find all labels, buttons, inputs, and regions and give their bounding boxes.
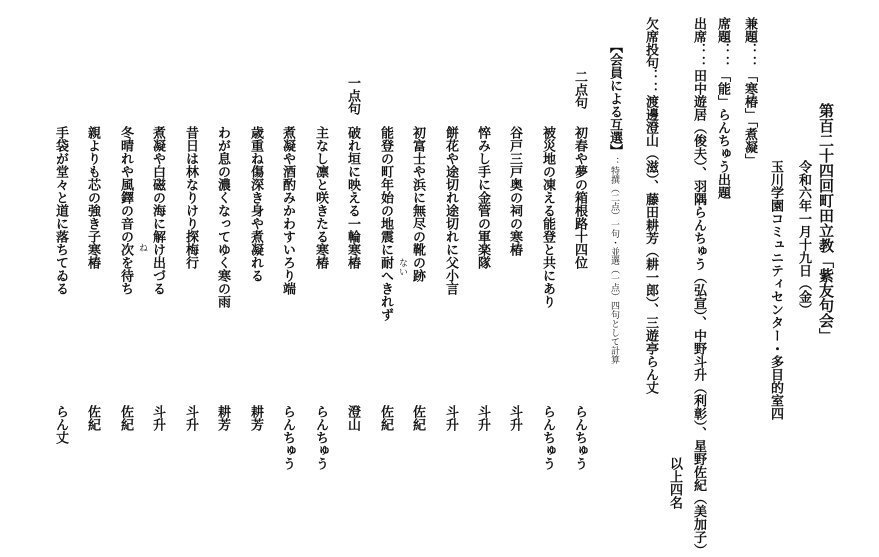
poem-author: 耕芳 — [215, 405, 230, 431]
poem-text: 親よりも芯の強き子寒椿 — [85, 126, 100, 269]
page-title: 第百二十四回町田立教「紫友句会」 — [817, 103, 835, 343]
attendance-line: 出席：：田中遊居（俊夫）、羽隅らんちゅう（弘宣）、中野斗升（利彰）、星野佐紀（美加子） — [691, 17, 706, 557]
poem-text: 能登の町年始の地震に耐へきれず — [378, 126, 393, 321]
poem-author: 斗升 — [475, 405, 490, 431]
poem-text: 被災地の凍える能登と共にあり — [540, 126, 555, 308]
poem-author: 耕芳 — [248, 405, 263, 431]
poem-text: 手袋が堂々と道に落ちてゐる — [53, 126, 68, 295]
poem-text: 煮凝や酒酌みかわすいろり端 — [280, 126, 295, 295]
poem-author: らんちゅう — [313, 405, 328, 470]
poem-author: 佐紀 — [378, 405, 393, 431]
poem-text: わが息の濃くなってゆく寒の雨 — [215, 126, 230, 308]
poem-text: 主なし凛と咲きたる寒椿 — [313, 126, 328, 269]
poem-author: 斗升 — [150, 405, 165, 431]
selection-heading — [608, 40, 621, 364]
attendance-count: 以上四名 — [667, 457, 682, 509]
meeting-venue: 玉川学園コミュニティセンター・多目的室四 — [768, 160, 783, 420]
poem-text: 昔日は林なりけり探梅行 — [183, 126, 198, 269]
poem-author: 佐紀 — [85, 405, 100, 431]
absent-line: 欠席投句：：渡邊澄山（滋）、藤田耕芳（耕一郎）、三遊亭らん丈 — [643, 17, 658, 394]
poem-author: 斗升 — [507, 405, 522, 431]
poem-author: らんちゅう — [540, 405, 555, 470]
poem-text: 冬晴れや風鐸の音の次を待ち — [118, 126, 133, 295]
poem-text: 破れ垣に映える一輪寒椿 — [345, 126, 360, 269]
ruby-annotation: ない — [397, 258, 407, 276]
poem-author: らんちゅう — [280, 405, 295, 470]
selection-note: ：特撰（二点）一句・並選（一点）四句として計算 — [609, 157, 619, 364]
sekidai-line: 席題：：「能」らんちゅう出題 — [715, 17, 730, 199]
kendai-text: 兼題：：「寒椿」「煮凝 — [742, 17, 757, 154]
poem-text: 初春や夢の箱根路十四位 — [572, 126, 587, 269]
poem-text: 餅花や途切れ途切れに父小言 — [443, 126, 458, 295]
poem-author: 佐紀 — [118, 405, 133, 431]
poem-author: 斗升 — [443, 405, 458, 431]
selection-label: 【会員による互選】 — [607, 40, 622, 157]
poem-author: 澄山 — [345, 405, 360, 431]
meeting-date: 令和六年一月十九日（金） — [796, 160, 811, 316]
poem-author: 斗升 — [183, 405, 198, 431]
poem-text: 煮凝や白磁の海に解け出づる — [150, 126, 165, 295]
poem-text: 悴みし手に金管の軍楽隊 — [475, 126, 490, 269]
section-two-points: 二点句 — [572, 70, 587, 109]
poem-author: らん丈 — [53, 405, 68, 444]
section-one-point: 一点句 — [345, 76, 360, 115]
poem-author: らんちゅう — [572, 405, 587, 470]
kendai-line: 兼題：：「寒椿」「煮凝」 — [742, 17, 757, 167]
poem-author: 佐紀 — [410, 405, 425, 431]
poem-text: 歳重ね傷深き身や煮凝れる — [248, 126, 263, 282]
poem-text: 谷戸三戸奥の祠の寒椿 — [507, 126, 522, 256]
poem-text: 初富士や浜に無尽の靴の跡 — [410, 126, 425, 282]
ruby-annotation: ね — [137, 243, 147, 252]
